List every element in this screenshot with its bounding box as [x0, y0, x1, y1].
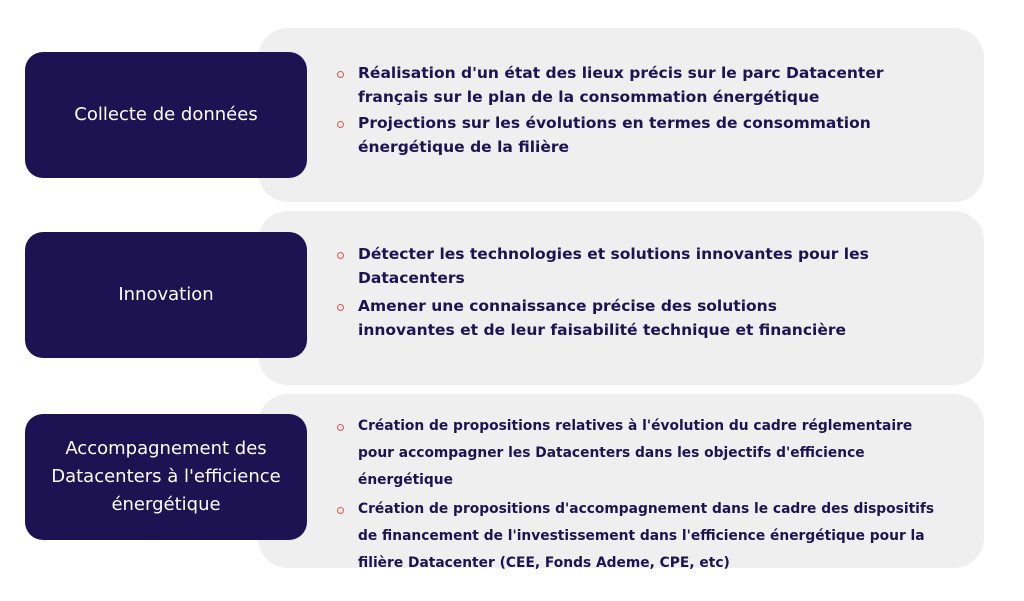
- list-item-text: Création de propositions d'accompagnement dans le cadre des dispositifs de financement de l'investissement dans l'efficience énergétique pour la filière Datacenter (CEE, Fonds Ademe, CPE, etc): [358, 501, 935, 571]
- hollow-circle-icon: [337, 71, 344, 78]
- hollow-circle-icon: [337, 507, 344, 514]
- row-label-innovation: [25, 232, 307, 358]
- hollow-circle-icon: [337, 304, 344, 311]
- row-label-text: Innovation: [118, 284, 214, 305]
- hollow-circle-icon: [337, 121, 344, 128]
- list-item: [337, 294, 877, 342]
- bullet-list-innovation: [337, 242, 877, 346]
- list-item: [337, 413, 947, 494]
- list-item-text: Création de propositions relatives à l'évolution du cadre réglementaire pour accompagner les Datacenters dans les objectifs d'efficience énergétique: [358, 418, 913, 488]
- row-label-accompagnement: [25, 414, 307, 540]
- list-item: [337, 111, 937, 159]
- list-item-text: Projections sur les évolutions en termes de consommation énergétique de la filière: [358, 114, 871, 156]
- list-item: [337, 242, 877, 290]
- row-label-collecte: [25, 52, 307, 178]
- hollow-circle-icon: [337, 252, 344, 259]
- hollow-circle-icon: [337, 424, 344, 431]
- row-label-text: Accompagnement des Datacenters à l'efficience énergétique: [51, 438, 281, 515]
- list-item-text: Détecter les technologies et solutions innovantes pour les Datacenters: [358, 245, 869, 287]
- list-item: [337, 496, 947, 577]
- bullet-list-collecte: [337, 61, 937, 161]
- list-item: [337, 61, 937, 109]
- list-item-text: Amener une connaissance précise des solutions innovantes et de leur faisabilité technique et financière: [358, 297, 846, 339]
- bullet-list-accompagnement: [337, 413, 947, 577]
- list-item-text: Réalisation d'un état des lieux précis sur le parc Datacenter français sur le plan de la consommation énergétique: [358, 64, 884, 106]
- row-label-text: Collecte de données: [74, 104, 258, 125]
